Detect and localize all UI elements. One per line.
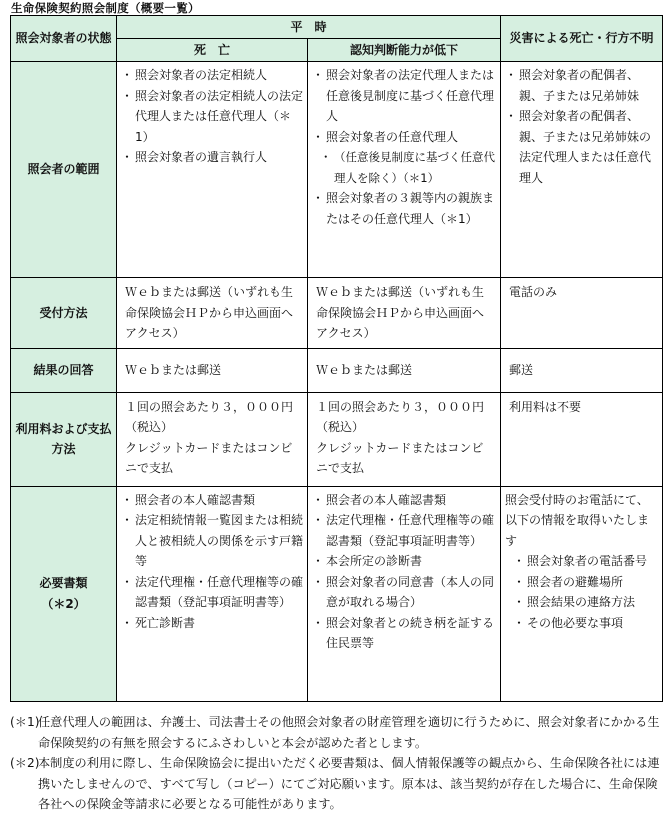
scope-death-cell [117,62,308,278]
header-disaster: 災害による死亡・行方不明 [501,16,663,62]
list-item: ・ 法定相続情報一覧図または相続人と被相続人の関係を示す戸籍等 [121,510,303,572]
footnote-2 [10,753,665,815]
list-item: ・ 本会所定の診断書 [312,551,496,572]
list-item: ・ 照会対象者の法定代理人または任意後見制度に基づく任意代理人 [312,65,496,127]
footnote-mark: (＊1) [10,715,40,729]
header-death: 死 亡 [117,39,308,62]
fee-amount: １回の照会あたり３，０００円（税込） [125,399,294,434]
docs-disaster-intro: 照会受付時のお電話にて、以下の情報を取得いたします [505,492,650,548]
reply-death-cell: Ｗｅｂまたは郵送 [117,348,308,392]
scope-cognitive-cell [308,62,501,278]
row-label-fee: 利用料および支払方法 [11,392,117,486]
reply-cognitive-cell: Ｗｅｂまたは郵送 [308,348,501,392]
footnote-mark: (＊2) [10,756,40,770]
list-item: ・ 照会対象者の配偶者、親、子または兄弟姉妹の法定代理人または任意代理人 [505,106,658,188]
docs-disaster-cell [501,486,663,701]
list-item: ・ 照会対象者との続き柄を証する住民票等 [312,613,496,654]
footnote-text: 任意代理人の範囲は、弁護士、司法書士その他照会対象者の財産管理を適切に行うために、照会対象者にかかる生命保険契約の有無を照会するにふさわしいと本会が認めた者とします。 [38,715,660,750]
list-item: ・ 照会対象者の遺言執行人 [121,147,303,168]
list-item: ・ その他必要な事項 [505,613,658,634]
method-death-cell: Ｗｅｂまたは郵送（いずれも生命保険協会ＨＰから申込画面へアクセス） [117,278,308,349]
list-note: ・ （任意後見制度に基づく任意代理人を除く）（＊1） [312,147,496,188]
row-label-scope: 照会者の範囲 [11,62,117,278]
list-item: ・ 照会対象者の３親等内の親族またはその任意代理人（＊1） [312,188,496,229]
page-title: 生命保険契約照会制度（概要一覧） [11,1,200,15]
list-item: ・ 照会対象者の任意代理人 [312,127,496,148]
row-label-docs [11,486,117,701]
fee-payment: クレジットカードまたはコンビニで支払 [316,440,484,475]
fee-cognitive-cell [308,392,501,486]
header-normal: 平 時 [117,16,501,39]
method-disaster-cell: 電話のみ [501,278,663,349]
method-cognitive-cell: Ｗｅｂまたは郵送（いずれも生命保険協会ＨＰから申込画面へアクセス） [308,278,501,349]
footnotes [10,712,665,815]
reply-disaster-cell: 郵送 [501,348,663,392]
list-item: ・ 照会対象者の配偶者、親、子または兄弟姉妹 [505,65,658,106]
docs-death-cell [117,486,308,701]
list-item: ・ 法定代理権・任意代理権等の確認書類（登記事項証明書等） [121,572,303,613]
list-item: ・ 照会者の本人確認書類 [121,490,303,511]
header-cognitive: 認知判断能力が低下 [308,39,501,62]
fee-amount: １回の照会あたり３，０００円（税込） [316,399,485,434]
row-label-method: 受付方法 [11,278,117,349]
list-item: ・ 照会対象者の電話番号 [505,551,658,572]
header-state: 照会対象者の状態 [11,16,117,62]
fee-disaster-cell: 利用料は不要 [501,392,663,486]
list-item: ・ 死亡診断書 [121,613,303,634]
fee-death-cell [117,392,308,486]
footnote-text: 本制度の利用に際し、生命保険協会に提出いただく必要書類は、個人情報保護等の観点から、生命保険各社には連携いたしませんので、すべて写し（コピー）にてご対応願います。原本は、該当契約が存在した場合に、生命保険各社への保険金等請求に必要となる可能性があります。 [38,756,660,811]
fee-payment: クレジットカードまたはコンビニで支払 [125,440,293,475]
docs-label: 必要書類 [39,576,88,590]
row-label-reply: 結果の回答 [11,348,117,392]
docs-cognitive-cell [308,486,501,701]
docs-label-note: （＊2） [41,596,86,611]
list-item: ・ 照会対象者の同意書（本人の同意が取れる場合） [312,572,496,613]
list-item: ・ 照会結果の連絡方法 [505,592,658,613]
list-item: ・ 法定代理権・任意代理権等の確認書類（登記事項証明書等） [312,510,496,551]
list-item: ・ 照会対象者の法定相続人の法定代理人または任意代理人（＊1） [121,86,303,148]
list-item: ・ 照会対象者の法定相続人 [121,65,303,86]
list-item: ・ 照会者の避難場所 [505,572,658,593]
list-item: ・ 照会者の本人確認書類 [312,490,496,511]
footnote-1 [10,712,665,753]
overview-table [10,15,663,702]
scope-disaster-cell [501,62,663,278]
